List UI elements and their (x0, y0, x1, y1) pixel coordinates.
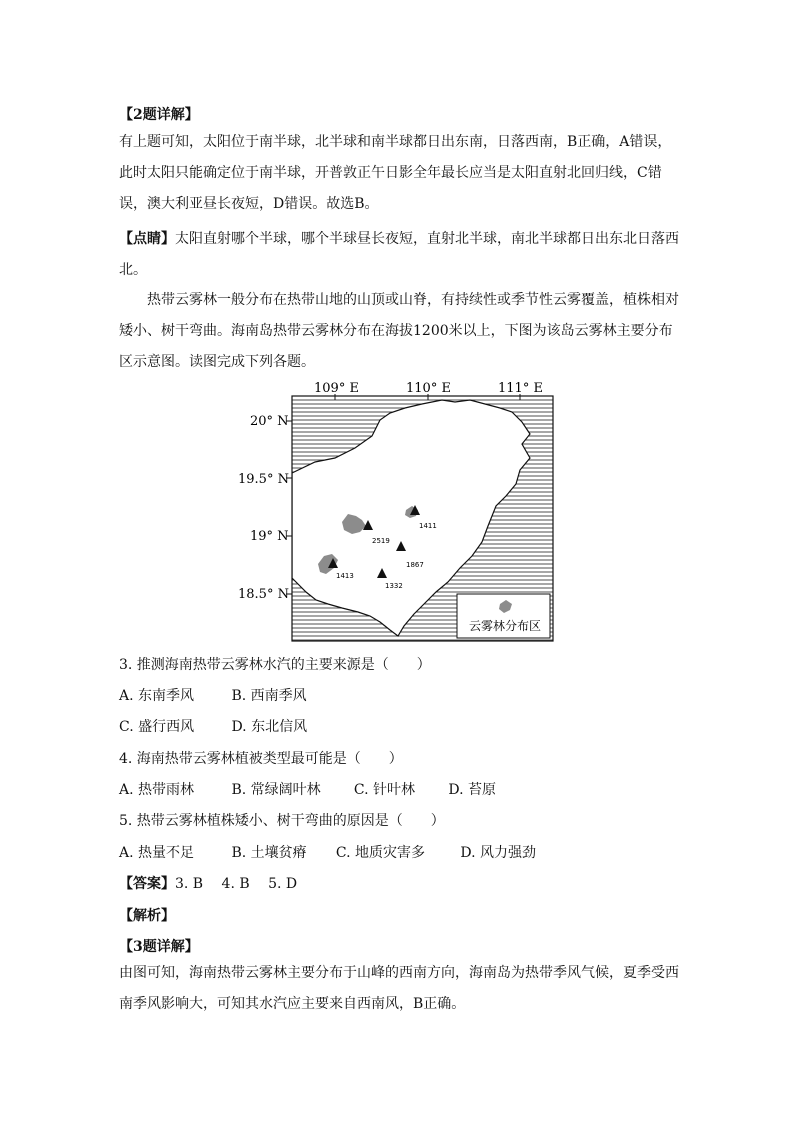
tip-paragraph (119, 224, 679, 286)
answer-header: 【答案】 (119, 876, 175, 892)
hainan-cloud-forest-map (230, 378, 560, 644)
option: C. 盛行西风 (119, 719, 195, 735)
answer-line (119, 873, 297, 893)
option: B. 西南季风 (231, 688, 307, 704)
tip-text: 太阳直射哪个半球，哪个半球昼长夜短，直射北半球，南北半球都日出东北日落西北。 (119, 231, 679, 278)
option: A. 热带雨林 (119, 782, 195, 798)
option: B. 土壤贫瘠 (231, 845, 307, 861)
peak-label: 1411 (419, 522, 437, 530)
answer-text: 3. B 4. B 5. D (175, 876, 298, 892)
peak-label: 1867 (406, 561, 424, 569)
lon-label-111: 111° E (498, 381, 543, 396)
q2-detail-text: 有上题可知，太阳位于南半球，北半球和南半球都日出东南，日落西南，B正确，A错误，此时太阳只能确定位于南半球，开普敦正午日影全年最长应当是太阳直射北回归线，C错误，澳大利亚昼长夜短，D错误。故选B。 (119, 134, 672, 212)
lat-label-18-5: 18.5° N (238, 587, 289, 602)
option: A. 东南季风 (119, 688, 195, 704)
question-5-stem: 5. 热带云雾林植株矮小、树干弯曲的原因是（ ） (119, 813, 445, 829)
lat-label-19: 19° N (250, 529, 289, 544)
lon-label-109: 109° E (314, 381, 359, 396)
peak-label: 1413 (336, 572, 354, 580)
question-5-options (119, 842, 536, 862)
question-3-options-row-2 (119, 716, 307, 736)
question-4-options (119, 779, 496, 799)
option: D. 风力强劲 (460, 845, 536, 861)
option: A. 热量不足 (119, 845, 195, 861)
option: D. 苔原 (448, 782, 496, 798)
peak-label: 2519 (372, 537, 390, 545)
tip-header: 【点睛】 (119, 231, 175, 247)
question-4-stem: 4. 海南热带云雾林植被类型最可能是（ ） (119, 751, 403, 767)
option: D. 东北信风 (231, 719, 308, 735)
question-3-options-row-1 (119, 685, 307, 705)
lon-label-110: 110° E (406, 381, 451, 396)
option: C. 针叶林 (353, 782, 416, 798)
lat-label-20: 20° N (250, 414, 289, 429)
peak-label: 1332 (385, 582, 403, 590)
q3-detail-text: 由图可知，海南热带云雾林主要分布于山峰的西南方向，海南岛为热带季风气候，夏季受西南季风影响大，可知其水汽应主要来自西南风，B正确。 (119, 965, 679, 1012)
question-3-stem: 3. 推测海南热带云雾林水汽的主要来源是（ ） (119, 657, 431, 673)
q2-detail-header: 【2题详解】 (119, 107, 199, 123)
analysis-header: 【解析】 (119, 908, 175, 924)
q3-detail-header: 【3题详解】 (119, 939, 199, 955)
option: C. 地质灾害多 (335, 845, 426, 861)
lat-label-19-5: 19.5° N (238, 472, 289, 487)
option: B. 常绿阔叶林 (231, 782, 321, 798)
intro-paragraph: 热带云雾林一般分布在热带山地的山顶或山脊，有持续性或季节性云雾覆盖，植株相对矮小、树干弯曲。海南岛热带云雾林分布在海拔1200米以上，下图为该岛云雾林主要分布区示意图。读图完成下列各题。 (119, 292, 679, 370)
legend-label: 云雾林分布区 (469, 619, 542, 633)
